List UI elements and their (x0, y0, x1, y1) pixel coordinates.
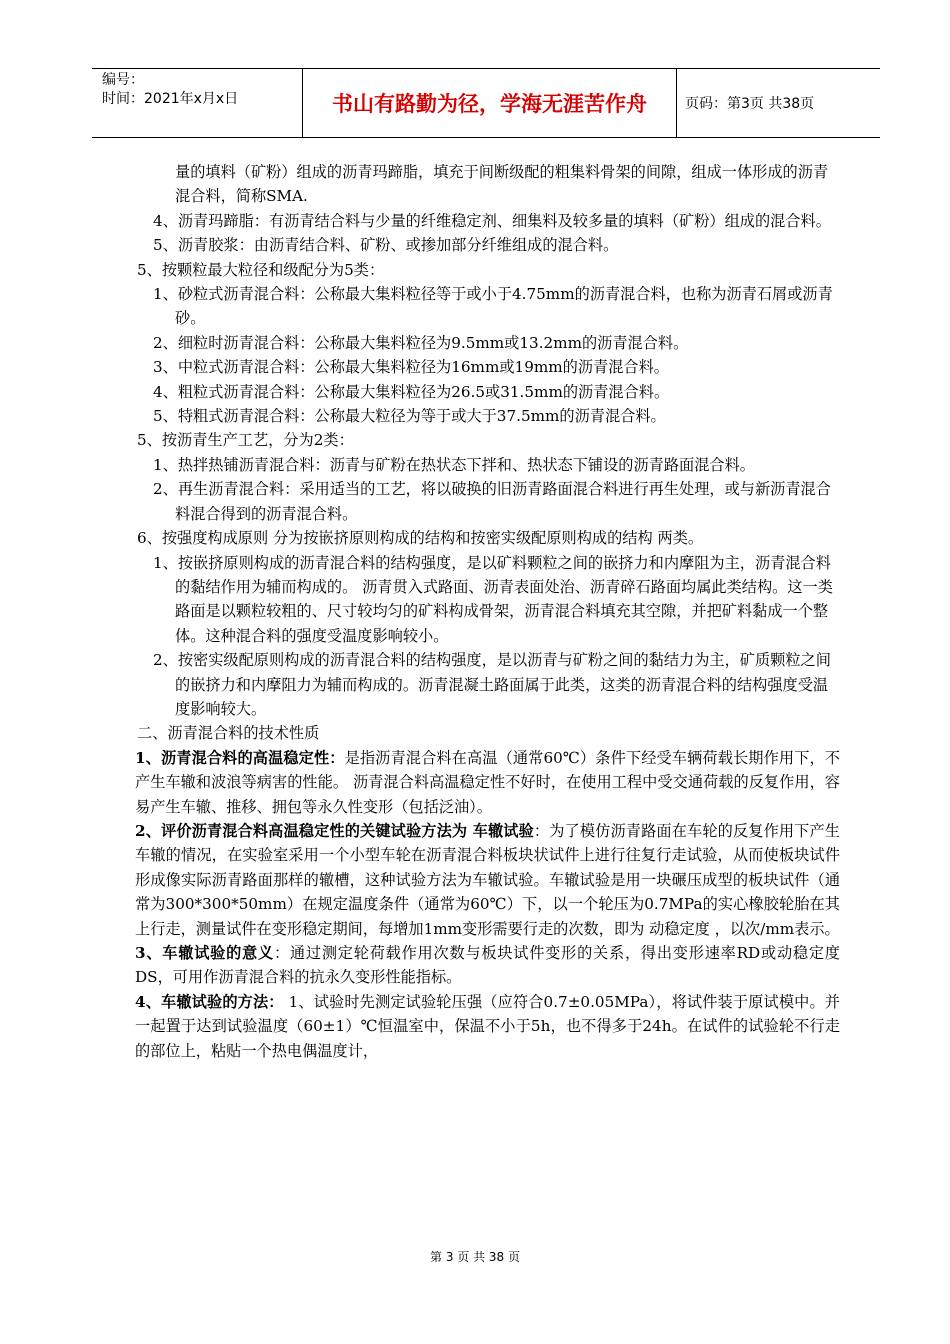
text-line: 1、按嵌挤原则构成的沥青混合料的结构强度，是以矿料颗粒之间的嵌挤力和内摩阻为主，沥青混合料的黏结作用为辅而构成的。 沥青贯入式路面、沥青表面处治、沥青碎石路面均属此类结构。这一类路面是以颗粒较粗的、尺寸较均匀的矿料构成骨架，沥青混合料填充其空隙，并把矿料黏成一个整体。这种混合料的强度受温度影响较小。 (153, 553, 833, 645)
paragraph-heading: 1、沥青混合料的高温稳定性： (135, 748, 345, 767)
text-line: 5、特粗式沥青混合料：公称最大粒径为等于或大于37.5mm的沥青混合料。 (153, 407, 666, 426)
text-line: 6、按强度构成原则 分为按嵌挤原则构成的结构和按密实级配原则构成的结构 两类。 (137, 529, 704, 548)
paragraph (135, 819, 840, 941)
paragraph-text: ：为了模仿沥青路面在车轮的反复作用下产生车辙的情况，在实验室采用一个小型车轮在沥青混合料板块状试件上进行往复行走试验，从而使板块试件形成像实际沥青路面那样的辙槽，这种试验方法为车辙试验。车辙试验是用一块碾压成型的板块试件（通常为300*300*50mm）在规定温度条件（通常为60℃）下，以一个轮压为0.7MPa的实心橡胶轮胎在其上行走，测量试件在变形稳定期间，每增加1mm变形需要行走的次数，即为 动稳定度 ，以次/mm表示。 (135, 821, 840, 938)
text-line: 1、热拌热铺沥青混合料：沥青与矿粉在热状态下拌和、热状态下铺设的沥青路面混合料。 (153, 455, 755, 474)
text-line: 5、按沥青生产工艺，分为2类： (137, 431, 354, 450)
paragraph-text: 是指沥青混合料在高温（通常60℃）条件下经受车辆荷载长期作用下，不产生车辙和波浪等病害的性能。 沥青混合料高温稳定性不好时，在使用工程中受交通荷载的反复作用，容易产生车辙、推移、拥包等永久性变形（包括泛油）。 (135, 748, 840, 816)
text-line: 量的填料（矿粉）组成的沥青玛蹄脂，填充于间断级配的粗集料骨架的间隙，组成一体形成的沥青混合料，简称SMA. (175, 163, 829, 206)
text-line: 2、再生沥青混合料：采用适当的工艺，将以破换的旧沥青路面混合料进行再生处理，或与新沥青混合料混合得到的沥青混合料。 (153, 480, 831, 523)
paragraph-text: 1、试验时先测定试验轮压强（应符合0.7±0.05MPa），将试件装于原试模中。并一起置于达到试验温度（60±1）℃恒温室中，保温不小于5h，也不得多于24h。在试件的试验轮不行走的部位上，粘贴一个热电偶温度计， (135, 992, 840, 1060)
paragraph-heading: 3、车辙试验的意义 (135, 944, 274, 962)
header-motto: 书山有路勤为径，学海无涯苦作舟 (303, 69, 677, 137)
text-line: 4、沥青玛蹄脂：有沥青结合料与少量的纤维稳定剂、细集料及较多量的填料（矿粉）组成的混合料。 (153, 211, 831, 230)
page-header (92, 68, 880, 138)
text-line: 4、粗粒式沥青混合料：公称最大集料粒径为26.5或31.5mm的沥青混合料。 (153, 382, 670, 401)
text-line: 5、按颗粒最大粒径和级配分为5类： (137, 260, 385, 279)
header-meta (92, 69, 303, 137)
paragraph (135, 990, 840, 1063)
text-line: 1、砂粒式沥青混合料：公称最大集料粒径等于或小于4.75mm的沥青混合料，也称为沥青石屑或沥青砂。 (153, 285, 833, 328)
paragraph (135, 746, 840, 819)
text-line: 5、沥青胶浆：由沥青结合料、矿粉、或掺加部分纤维组成的混合料。 (153, 236, 619, 255)
paragraph-heading: 4、车辙试验的方法： (135, 992, 284, 1011)
time-label: 时间：2021年x月x日 (102, 91, 239, 107)
text-line: 2、细粒时沥青混合料：公称最大集料粒径为9.5mm或13.2mm的沥青混合料。 (153, 333, 689, 352)
header-page-label: 页码：第3页 共38页 (685, 96, 815, 112)
text-line: 3、中粒式沥青混合料：公称最大集料粒径为16mm或19mm的沥青混合料。 (153, 358, 669, 377)
code-label: 编号： (102, 72, 144, 88)
text-line: 2、按密实级配原则构成的沥青混合料的结构强度，是以沥青与矿粉之间的黏结力为主，矿质颗粒之间的嵌挤力和内摩阻力为辅而构成的。沥青混凝土路面属于此类，这类的沥青混合料的结构强度受温度影响较大。 (153, 651, 831, 718)
paragraph (135, 941, 840, 990)
section-heading: 二、沥青混合料的技术性质 (137, 724, 320, 743)
document-body (135, 160, 840, 1063)
page-footer: 第 3 页 共 38 页 (430, 1250, 520, 1264)
paragraph-text: ：通过测定轮荷载作用次数与板块试件变形的关系，得出变形速率RD或动稳定度DS，可用作沥青混合料的抗永久变形性能指标。 (135, 944, 840, 987)
paragraph-heading: 2、评价沥青混合料高温稳定性的关键试验方法为 车辙试验 (135, 821, 534, 840)
